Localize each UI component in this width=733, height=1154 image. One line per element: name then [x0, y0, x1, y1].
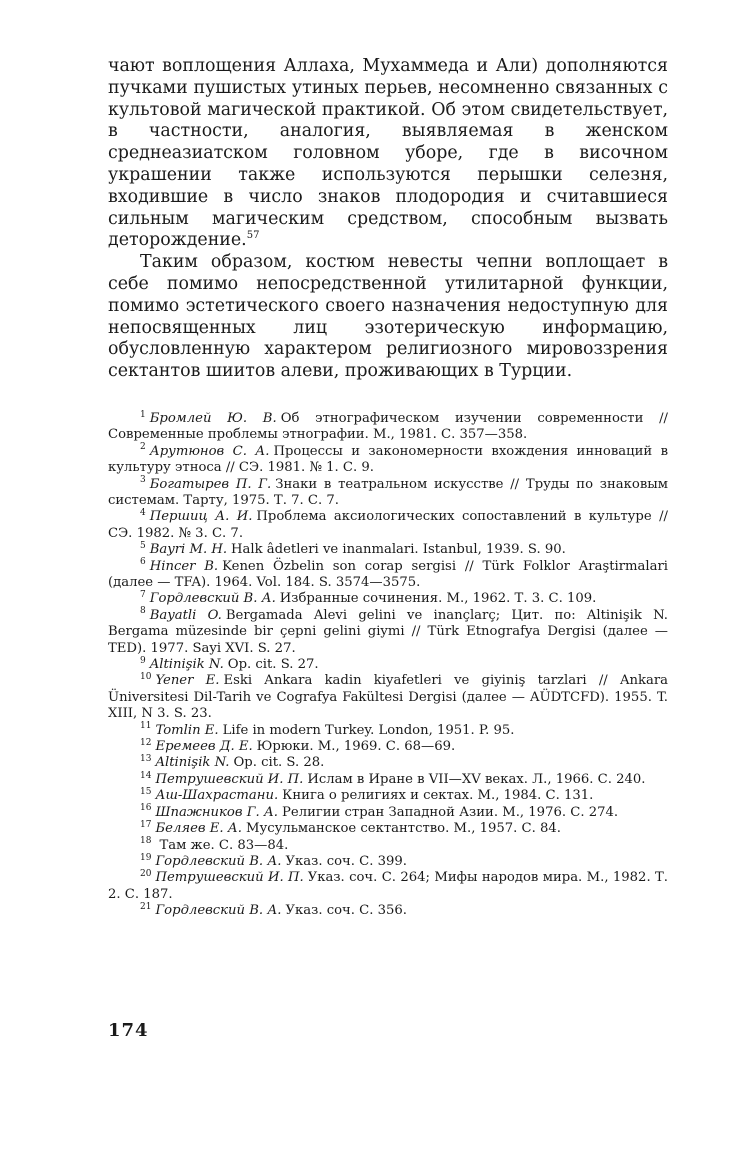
- footnote-number: 4: [140, 508, 146, 518]
- footnote-author: Аш-Шахрастани.: [155, 788, 279, 804]
- footnote-text: Религии стран Западной Азии. М., 1976. С. 274.: [282, 804, 619, 820]
- footnote-author: Гордлевский В. А.: [149, 591, 276, 607]
- footnote-author: Петрушевский И. П.: [155, 771, 304, 787]
- footnote: [108, 509, 668, 542]
- footnote-text: Проблема аксиологических сопоставлений в культуре // СЭ. 1982. № 3. С. 7.: [108, 509, 668, 541]
- footnote-number: 20: [140, 868, 152, 879]
- footnote: [108, 542, 668, 558]
- footnote: [108, 755, 668, 771]
- footnote-author: Арутюнов С. А.: [149, 443, 270, 459]
- footnote-number: 13: [140, 754, 152, 765]
- footnote-text: Halk âdetleri ve inanmalari. Istanbul, 1939. S. 90.: [231, 542, 566, 558]
- footnote: [108, 723, 668, 739]
- footnote-text: Знаки в театральном искусстве // Труды по знаковым системам. Тарту, 1975. Т. 7. С. 7.: [108, 476, 668, 508]
- footnote: [108, 673, 668, 722]
- footnote-author: Yener E.: [155, 673, 220, 689]
- footnote-text: Op. cit. S. 27.: [227, 657, 319, 673]
- footnote-number: 16: [140, 803, 152, 814]
- footnote-text: Мусульманское сектантство. М., 1957. С. 84.: [245, 821, 561, 837]
- footnote: [108, 854, 668, 870]
- footnote: [108, 591, 668, 607]
- footnote-number: 1: [140, 409, 146, 420]
- footnote-number: 21: [140, 901, 152, 912]
- page-number: 174: [108, 1020, 149, 1041]
- footnote-number: 17: [140, 819, 152, 830]
- paragraph-2: Таким образом, костюм невесты чепни воплощает в себе помимо непосредственной утилитарной функции, помимо эстетического своего назначения недоступную для непосвященных лиц эзотерическую информацию, обусловленную характером религиозного мировоззрения сектантов шиитов алеви, проживающих в Турции.: [108, 252, 668, 382]
- footnote-author: Altinişik N.: [149, 657, 224, 673]
- footnote-number: 18: [140, 836, 152, 847]
- footnote: [108, 739, 668, 755]
- footnote-number: 19: [140, 852, 152, 863]
- footnote: [108, 903, 668, 919]
- footnote: [108, 805, 668, 821]
- footnote-author: Петрушевский И. П.: [155, 870, 304, 886]
- footnote-author: Еремеев Д. Е.: [155, 739, 253, 755]
- footnote-number: 10: [140, 672, 152, 683]
- footnote-text: Bergamada Alevi gelini ve inançlarç; Цит. по: Altinişik N. Bergama müzesinde bir çepni gelini giymi // Türk Etnografya Dergisi (далее — TED). 1977. Sayi XVI. S. 27.: [108, 607, 668, 656]
- footnote: [108, 608, 668, 657]
- footnote-ref-57: 57: [246, 230, 260, 242]
- footnote-author: Бромлей Ю. В.: [149, 410, 277, 426]
- footnote-text: Процессы и закономерности вхождения инноваций в культуру этноса // СЭ. 1981. № 1. С. 9.: [108, 443, 669, 476]
- footnote: [108, 559, 668, 592]
- footnote-text: Op. cit. S. 28.: [233, 755, 325, 771]
- footnote-author: Bayri M. H.: [149, 542, 228, 558]
- footnote-number: 7: [140, 590, 146, 601]
- footnote-text: Указ. соч. С. 399.: [285, 853, 407, 869]
- footnote-text: Юрюки. М., 1969. С. 68—69.: [256, 739, 456, 755]
- footnote-author: Беляев Е. А.: [155, 821, 242, 837]
- footnote: [108, 411, 668, 444]
- footnote: [108, 772, 668, 788]
- footnote-author: Hincer B.: [149, 558, 219, 574]
- footnote-author: Гордлевский В. А.: [155, 853, 282, 869]
- footnote-author: Tomlin E.: [155, 722, 219, 738]
- footnote-number: 12: [140, 737, 152, 748]
- footnote-author: Bayatli O.: [149, 607, 222, 623]
- footnote: [108, 821, 668, 837]
- footnote-text: Life in modern Turkey. London, 1951. P. 95.: [222, 722, 515, 738]
- footnote: [108, 838, 668, 854]
- footnote-author: Першиц А. И.: [149, 509, 253, 525]
- footnote-number: 5: [140, 540, 146, 551]
- footnote: [108, 477, 668, 510]
- footnote-number: 14: [140, 770, 152, 781]
- footnote-author: Гордлевский В. А.: [155, 903, 282, 919]
- footnote: [108, 788, 668, 804]
- footnote-author: Богатырев П. Г.: [149, 476, 272, 492]
- footnote-number: 11: [140, 721, 152, 732]
- footnote-number: 9: [140, 655, 146, 666]
- footnote-text: Указ. соч. С. 264; Мифы народов мира. М., 1982. Т. 2. С. 187.: [108, 870, 668, 902]
- paragraph-1-text: чают воплощения Аллаха, Мухаммеда и Али) дополняются пучками пушистых утиных перьев, несомненно связанных с культовой магической практикой. Об этом свидетельствует, в частности, аналогия, выявляемая в женском среднеазиатском головном уборе, где в височном украшении также используются перышки селезня, входившие в число знаков плодородия и считавшиеся сильным магическим средством, способным вызвать деторождение.: [108, 56, 668, 251]
- footnote-text: Указ. соч. С. 356.: [285, 903, 407, 919]
- main-text: [108, 56, 668, 383]
- footnote-text: Книга о религиях и сектах. М., 1984. С. 131.: [282, 788, 594, 804]
- footnote-text: Там же. С. 83—84.: [159, 837, 289, 853]
- footnote-number: 15: [140, 786, 152, 797]
- footnote: [108, 870, 668, 903]
- footnote-number: 3: [140, 475, 146, 486]
- footnote-author: Altinişik N.: [155, 755, 230, 771]
- footnote-text: Kenen Özbelin son corap sergisi // Türk Folklor Araştirmalari (далее — TFA). 1964. Vol. 184. S. 3574—3575.: [108, 558, 669, 591]
- footnote-text: Об этнографическом изучении современности // Современные проблемы этнографии. М., 1981. С. 357—358.: [108, 410, 668, 443]
- paragraph-1: [108, 56, 668, 252]
- footnote: [108, 444, 668, 477]
- footnotes-section: [108, 411, 668, 920]
- footnote-number: 8: [140, 606, 146, 617]
- page-content: [108, 56, 668, 920]
- footnote-text: Ислам в Иране в VII—XV веках. Л., 1966. С. 240.: [307, 771, 646, 787]
- footnote-text: Eski Ankara kadin kiyafetleri ve giyiniş tarzlari // Ankara Üniversitesi Dil-Tarih ve Cografya Fakültesi Dergisi (далее — AÜDTCFD). 1955. T. XIII, N 3. S. 23.: [108, 673, 668, 722]
- footnote-number: 6: [140, 557, 146, 568]
- footnote-number: 2: [140, 442, 146, 453]
- footnote-author: Шпажников Г. А.: [155, 804, 279, 820]
- footnote: [108, 657, 668, 673]
- footnote-text: Избранные сочинения. М., 1962. Т. 3. С. 109.: [279, 591, 597, 607]
